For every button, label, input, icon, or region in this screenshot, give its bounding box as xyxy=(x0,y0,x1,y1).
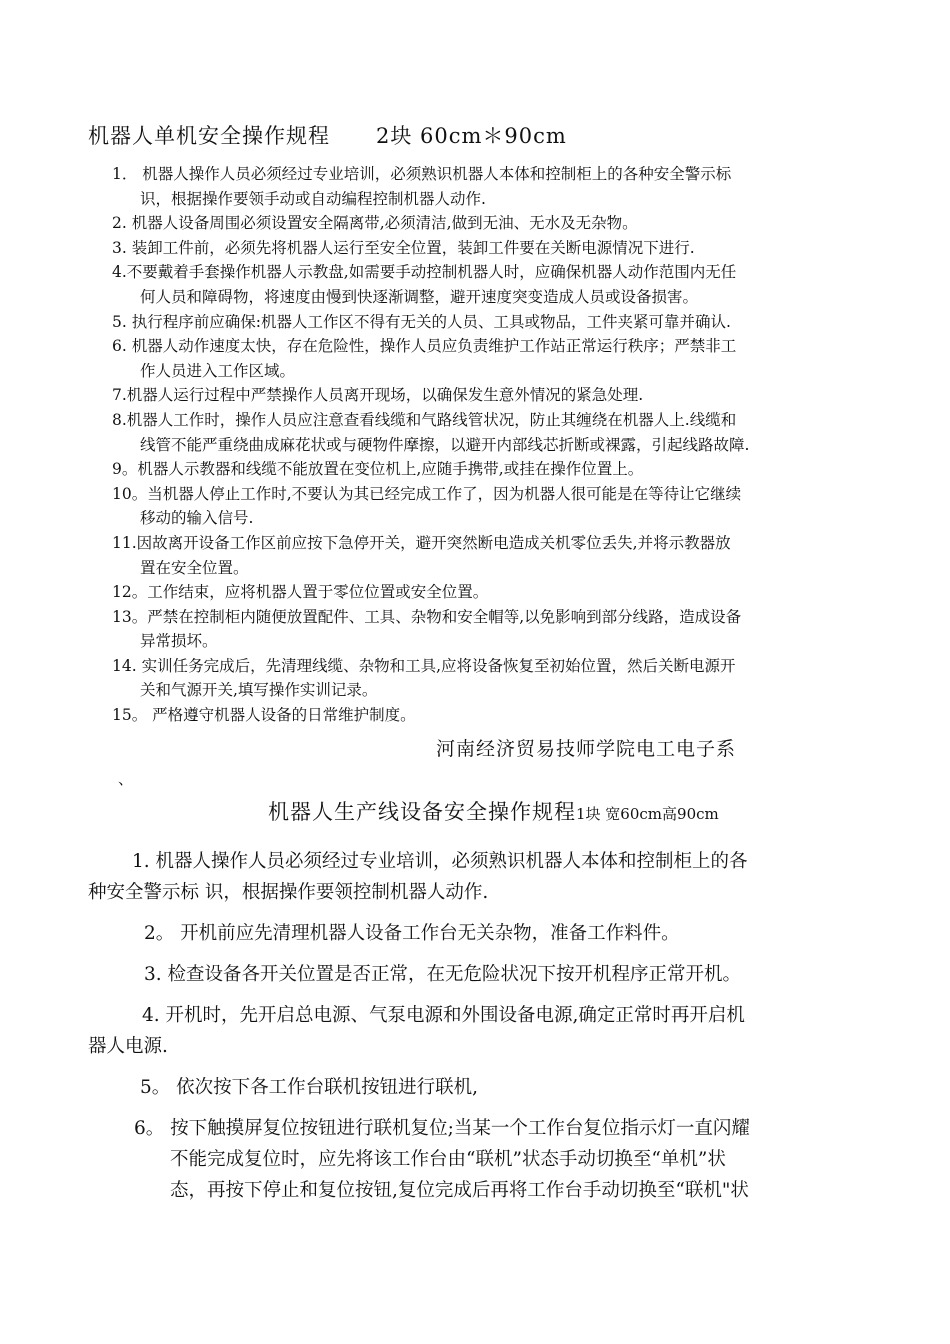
organization-name: 河南经济贸易技师学院电工电子系 xyxy=(436,738,737,760)
section1-rule-2 xyxy=(112,211,892,236)
rule-line: 关和气源开关,填写操作实训记录。 xyxy=(140,681,378,700)
section2-rule-6 xyxy=(88,1113,888,1206)
section2-rule-3 xyxy=(88,959,888,990)
section1-rule-3 xyxy=(112,236,892,261)
rule-line: 种安全警示标 识，根据操作要领控制机器人动作. xyxy=(88,882,489,903)
rule-line: 移动的输入信号. xyxy=(140,509,254,528)
section1-rule-14 xyxy=(112,654,892,703)
rule-line: 2。 开机前应先清理机器人设备工作台无关杂物，准备工作料件。 xyxy=(144,923,680,944)
section2-rule-1 xyxy=(88,846,888,908)
rule-line: 4.不要戴着手套操作机器人示教盘,如需要手动控制机器人时，应确保机器人动作范围内无任 xyxy=(112,263,737,282)
section2-rule-4 xyxy=(88,1000,888,1062)
section2-rule-2 xyxy=(88,918,888,949)
rule-line: 2. 机器人设备周围必须设置安全隔离带,必须清洁,做到无油、无水及无杂物。 xyxy=(112,214,638,233)
rule-line: 1. 机器人操作人员必须经过专业培训，必须熟识机器人本体和控制柜上的各 xyxy=(132,851,748,872)
rule-line: 5. 执行程序前应确保:机器人工作区不得有无关的人员、工具或物品，工件夹紧可靠并确认. xyxy=(112,312,731,331)
section1-title: 机器人单机安全操作规程 xyxy=(88,124,330,148)
rule-line: 14. 实训任务完成后，先清理线缆、杂物和工具,应将设备恢复至初始位置，然后关断电源开 xyxy=(112,656,736,675)
rule-line: 4. 开机时，先开启总电源、气泵电源和外围设备电源,确定正常时再开启机 xyxy=(142,1005,745,1026)
section1-rule-1 xyxy=(112,162,892,211)
rule-line: 何人员和障碍物，将速度由慢到快逐渐调整，避开速度突变造成人员或设备损害。 xyxy=(140,287,699,306)
rule-line: 12。工作结束，应将机器人置于零位位置或安全位置。 xyxy=(112,583,489,602)
section1-rule-10 xyxy=(112,482,892,531)
rule-line: 6. 机器人动作速度太快，存在危险性，操作人员应负责维护工作站正常运行秩序；严禁非工 xyxy=(112,337,737,356)
section1-rule-7 xyxy=(112,383,892,408)
rule-line: 11.因故离开设备工作区前应按下急停开关，避开突然断电造成关机零位丢失,并将示教器放 xyxy=(112,533,731,552)
rule-line: 异常损坏。 xyxy=(140,632,218,651)
rule-line: 置在安全位置。 xyxy=(140,558,249,577)
rule-line: 线管不能严重绕曲成麻花状或与硬物件摩擦，以避开内部线芯折断或裸露，引起线路故障. xyxy=(140,435,750,454)
section2-rule-5 xyxy=(88,1072,888,1103)
section1-rule-13 xyxy=(112,605,892,654)
section1-rule-8 xyxy=(112,408,892,457)
rule-line: 5。 依次按下各工作台联机按钮进行联机, xyxy=(140,1077,479,1098)
section1-rule-11 xyxy=(112,531,892,580)
section1-rule-15 xyxy=(112,703,892,728)
rule-line: 10。当机器人停止工作时,不要认为其已经完成工作了，因为机器人很可能是在等待让它继续 xyxy=(112,484,742,503)
section1-rule-4 xyxy=(112,260,892,309)
rule-line: 态，再按下停止和复位按钮,复位完成后再将工作台手动切换至“联机"状 xyxy=(170,1180,749,1201)
rule-line: 8.机器人工作时，操作人员应注意查看线缆和气路线管状况，防止其缠绕在机器人上.线缆和 xyxy=(112,410,737,429)
rule-line: 9。机器人示教器和线缆不能放置在变位机上,应随手携带,或挂在操作位置上。 xyxy=(112,460,644,479)
section1-rule-9 xyxy=(112,457,892,482)
section2-title-line xyxy=(268,796,719,826)
stray-mark: 、 xyxy=(118,770,134,788)
rule-line: 作人员进入工作区域。 xyxy=(140,361,296,380)
section1-spec: 2块 60cm＊90cm xyxy=(376,124,567,148)
section1-rule-6 xyxy=(112,334,892,383)
section1-title-line xyxy=(88,120,567,150)
section1-rules-list xyxy=(112,162,892,728)
rule-line: 器人电源. xyxy=(88,1036,168,1057)
rule-line: 13。严禁在控制柜内随便放置配件、工具、杂物和安全帽等,以免影响到部分线路，造成设备 xyxy=(112,607,742,626)
section2-rules-list xyxy=(88,846,888,1216)
rule-line: 3. 装卸工件前，必须先将机器人运行至安全位置，装卸工件要在关断电源情况下进行. xyxy=(112,238,695,257)
rule-line: 15。 严格遵守机器人设备的日常维护制度。 xyxy=(112,706,416,725)
section1-rule-5 xyxy=(112,310,892,335)
rule-line: 1． 机器人操作人员必须经过专业培训，必须熟识机器人本体和控制柜上的各种安全警示标 xyxy=(112,165,732,183)
section2-title: 机器人生产线设备安全操作规程 xyxy=(268,800,576,824)
rule-line: 识，根据操作要领手动或自动编程控制机器人动作. xyxy=(140,189,486,208)
rule-line: 6。 按下触摸屏复位按钮进行联机复位;当某一个工作台复位指示灯一直闪耀 xyxy=(134,1118,750,1139)
rule-line: 3. 检查设备各开关位置是否正常，在无危险状况下按开机程序正常开机。 xyxy=(144,964,742,985)
rule-line: 不能完成复位时，应先将该工作台由“联机”状态手动切换至“单机”状 xyxy=(170,1149,726,1170)
rule-line: 7.机器人运行过程中严禁操作人员离开现场，以确保发生意外情况的紧急处理. xyxy=(112,386,644,405)
section1-rule-12 xyxy=(112,580,892,605)
section2-spec: 1块 宽60cm高90cm xyxy=(576,805,719,823)
